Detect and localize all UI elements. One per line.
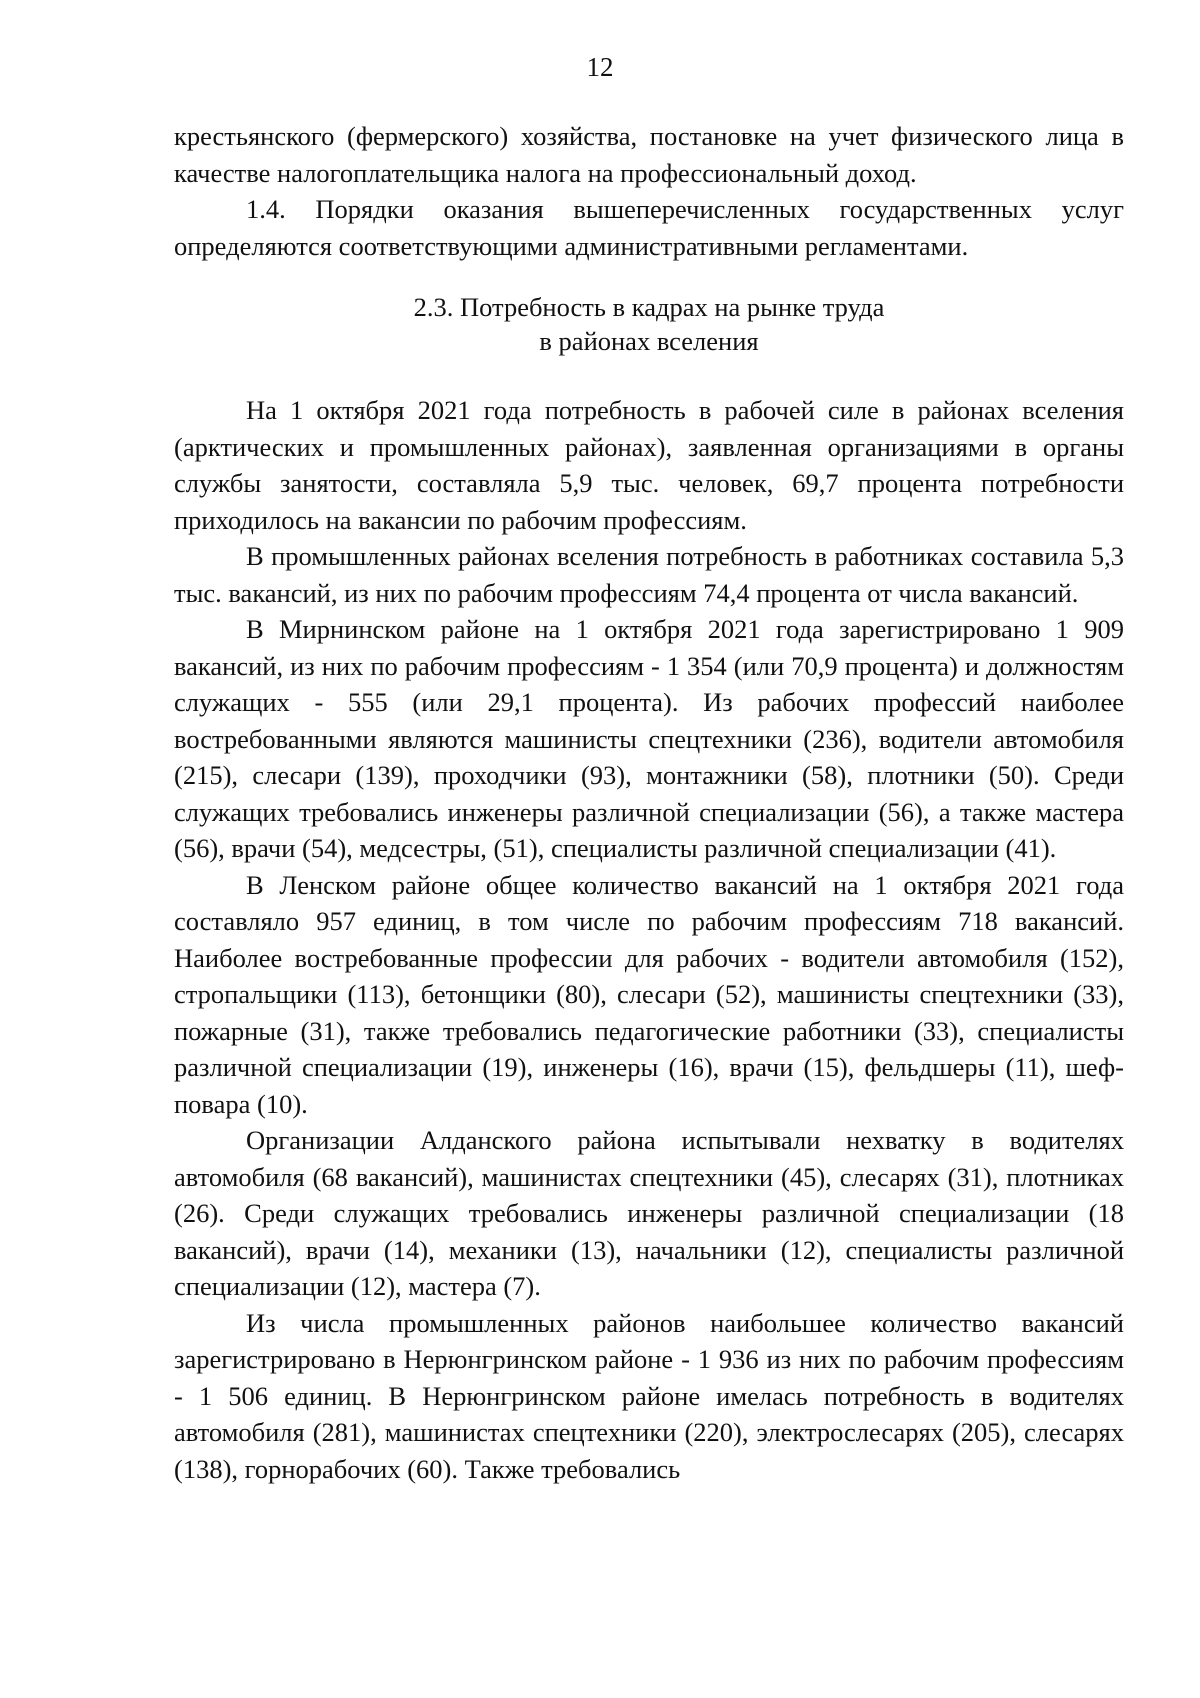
section-heading-line-1: 2.3. Потребность в кадрах на рынке труда: [413, 292, 885, 322]
paragraph-neryungrinsky: Из числа промышленных районов наибольшее количество вакансий зарегистрировано в Нерюнгринском районе - 1 936 из них по рабочим профессиям - 1 506 единиц. В Нерюнгринском районе имелась потребность в водителях автомобиля (281), машинистах спецтехники (220), электрослесарях (205), слесарях (138), горнорабочих (60). Также требовались: [174, 1307, 1124, 1484]
paragraph-mirninsky: В Мирнинском районе на 1 октября 2021 года зарегистрировано 1 909 вакансий, из них по рабочим профессиям - 1 354 (или 70,9 процента) и должностям служащих - 555 (или 29,1 процента). Из рабочих профессий наиболее востребованными являются машинисты спецтехники (236), водители автомобиля (215), слесари (139), проходчики (93), монтажники (58), плотники (50). Среди служащих требовались инженеры различной специализации (56), а также мастера (56), врачи (54), медсестры, (51), специалисты различной специализации (41).: [174, 614, 1124, 863]
paragraph-industrial-districts: В промышленных районах вселения потребность в работниках составила 5,3 тыс. вакансий, из них по рабочим профессиям 74,4 процента от числа вакансий.: [174, 541, 1124, 608]
paragraph-overall-demand: На 1 октября 2021 года потребность в рабочей силе в районах вселения (арктических и промышленных районах), заявленная организациями в органы службы занятости, составляла 5,9 тыс. человек, 69,7 процента потребности приходилось на вакансии по рабочим профессиям.: [174, 395, 1124, 535]
paragraph-aldansky: Организации Алданского района испытывали нехватку в водителях автомобиля (68 вакансий), машинистах спецтехники (45), слесарях (31), плотниках (26). Среди служащих требовались инженеры различной специализации (18 вакансий), врачи (14), механики (13), начальники (12), специалисты различной специализации (12), мастера (7).: [174, 1125, 1124, 1301]
page-number: 12: [586, 52, 614, 82]
section-body: [174, 392, 1124, 1487]
paragraph-continuation: крестьянского (фермерского) хозяйства, постановке на учет физического лица в качестве налогоплательщика налога на профессиональный доход.: [174, 121, 1124, 188]
section-heading: [174, 290, 1124, 358]
paragraph-1-4: 1.4. Порядки оказания вышеперечисленных государственных услуг определяются соответствующими административными регламентами.: [174, 194, 1124, 261]
paragraph-lensky: В Ленском районе общее количество вакансий на 1 октября 2021 года составляло 957 единиц, в том числе по рабочим профессиям 718 вакансий. Наиболее востребованные профессии для рабочих - водители автомобиля (152), стропальщики (113), бетонщики (80), слесари (52), машинисты спецтехники (33), пожарные (31), также требовались педагогические работники (33), специалисты различной специализации (19), инженеры (16), врачи (15), фельдшеры (11), шеф-повара (10).: [174, 869, 1124, 1119]
intro-text-block: [174, 118, 1124, 264]
section-heading-line-2: в районах вселения: [539, 326, 759, 356]
